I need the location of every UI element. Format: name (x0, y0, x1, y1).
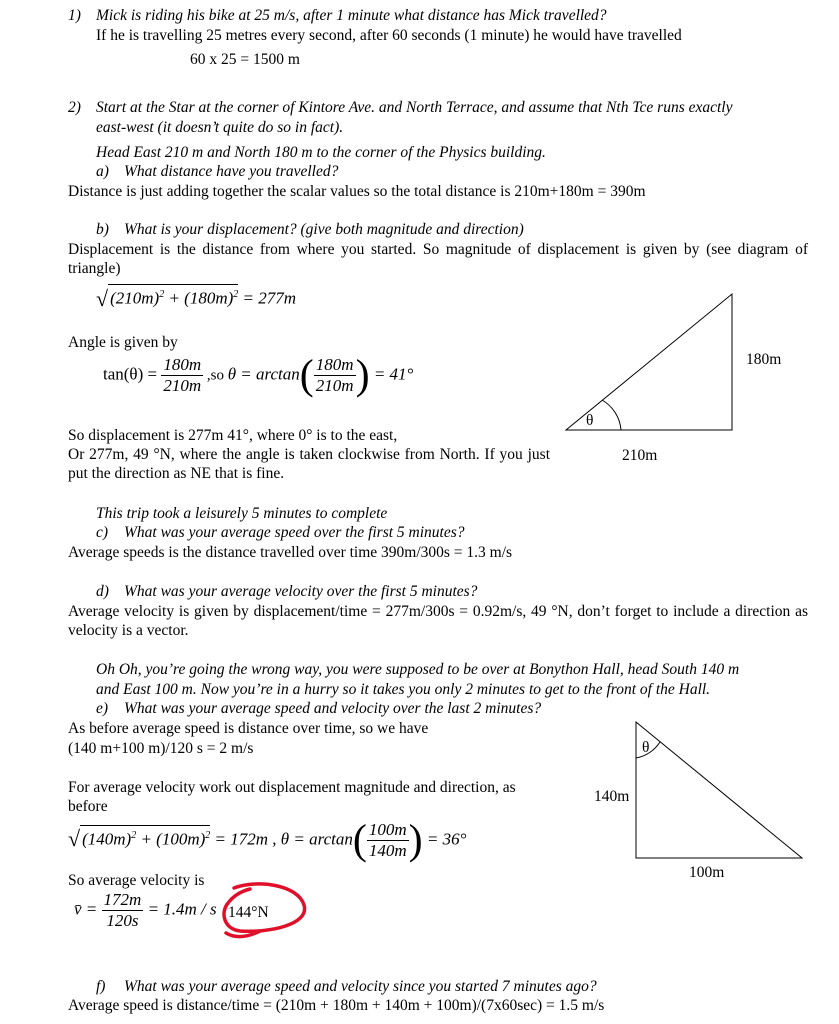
triangle-1-theta: θ (586, 412, 594, 429)
red-circle-annotation (218, 883, 313, 943)
q2e-velocity-intro: For average velocity work out displacement magnitude and direction, as before (68, 779, 516, 815)
triangle-2-side-label: 140m (594, 788, 630, 805)
displacement-line1: So displacement is 277m 41°, where 0° is to the east, (68, 427, 398, 444)
equation-avg-velocity: v̄ = $\frac{172m}{120s}$ = 1.4m / s (74, 890, 217, 930)
oh-note-line1: Oh Oh, you’re going the wrong way, you were supposed to be over at Bonython Hall, head South 140 m (96, 661, 740, 678)
q2c-question: What was your average speed over the first 5 minutes? (124, 524, 465, 541)
q2b-question: What is your displacement? (give both magnitude and direction) (124, 221, 524, 238)
avg-velocity-direction: 144°N (228, 904, 269, 921)
displacement-line2: Or 277m, 49 °N, where the angle is taken clockwise from North. If you just put the direction as NE that is fine. (68, 446, 550, 482)
trip-note: This trip took a leisurely 5 minutes to complete (96, 505, 388, 522)
triangle-diagram-2 (630, 718, 810, 863)
q2e-question: What was your average speed and velocity over the last 2 minutes? (124, 700, 542, 717)
triangle-1-side-label: 180m (746, 351, 782, 368)
q2c-answer: Average speeds is the distance travelled over time 390m/300s = 1.3 m/s (68, 544, 513, 561)
triangle-1-base-label: 210m (622, 447, 658, 464)
q2f-answer: Average speed is distance/time = (210m + 180m + 140m + 100m)/(7x60sec) = 1.5 m/s (68, 997, 605, 1014)
q2d-label: d) (96, 583, 109, 600)
q2a-answer: Distance is just adding together the scalar values so the total distance is 210m+180m = 390m (68, 183, 646, 200)
q1-question: Mick is riding his bike at 25 m/s, after 1 minute what distance has Mick travelled? (96, 7, 607, 24)
q2f-question: What was your average speed and velocity since you started 7 minutes ago? (124, 978, 597, 995)
q2e-answer-line2: (140 m+100 m)/120 s = 2 m/s (68, 740, 254, 757)
q1-explanation: If he is travelling 25 metres every second, after 60 seconds (1 minute) he would have travelled (96, 27, 682, 44)
q2e-answer-line1: As before average speed is distance over time, so we have (68, 720, 429, 737)
equation-angle-1: tan(θ) = $\frac{180m}{210m}$ ,so θ = arctan( $\frac{180m}{210m}$ ) = 41° (103, 352, 414, 399)
q1-number: 1) (68, 7, 81, 24)
equation-magnitude-2: √ $(140m)^2 + (100m)^2 = 172m$ , θ = arctan( $\frac{100m}{140m}$ ) = 36° (68, 817, 467, 864)
q2d-question: What was your average velocity over the first 5 minutes? (124, 583, 478, 600)
q2a-label: a) (96, 163, 109, 180)
q2e-label: e) (96, 700, 109, 717)
angle-intro: Angle is given by (68, 334, 178, 351)
q2b-label: b) (96, 221, 109, 238)
triangle-2-base-label: 100m (689, 864, 725, 881)
q2c-label: c) (96, 524, 109, 541)
q2-heading-instruction: Head East 210 m and North 180 m to the corner of the Physics building. (96, 144, 546, 161)
q2-question-line2: east-west (it doesn’t quite do so in fact). (96, 119, 344, 136)
q2-number: 2) (68, 99, 81, 116)
q2d-answer: Average velocity is given by displacement/time = 277m/300s = 0.92m/s, 49 °N, don’t forget to include a direction as velocity is a vector. (68, 603, 808, 639)
equation-magnitude-1: √ $(210m)^2 + (180m)^2 = 277m$ (96, 285, 297, 311)
q2b-answer: Displacement is the distance from where you started. So magnitude of displacement is given by (see diagram of triangle) (68, 241, 808, 277)
triangle-2-theta: θ (642, 739, 650, 756)
avg-velocity-intro: So average velocity is (68, 872, 205, 889)
oh-note-line2: and East 100 m. Now you’re in a hurry so it takes you only 2 minutes to get to the front of the Hall. (96, 681, 711, 698)
q2-question-line1: Start at the Star at the corner of Kintore Ave. and North Terrace, and assume that Nth Tce runs exactly (96, 99, 733, 116)
q2a-question: What distance have you travelled? (124, 163, 339, 180)
q2f-label: f) (96, 978, 106, 995)
q1-calculation: 60 x 25 = 1500 m (190, 51, 300, 68)
